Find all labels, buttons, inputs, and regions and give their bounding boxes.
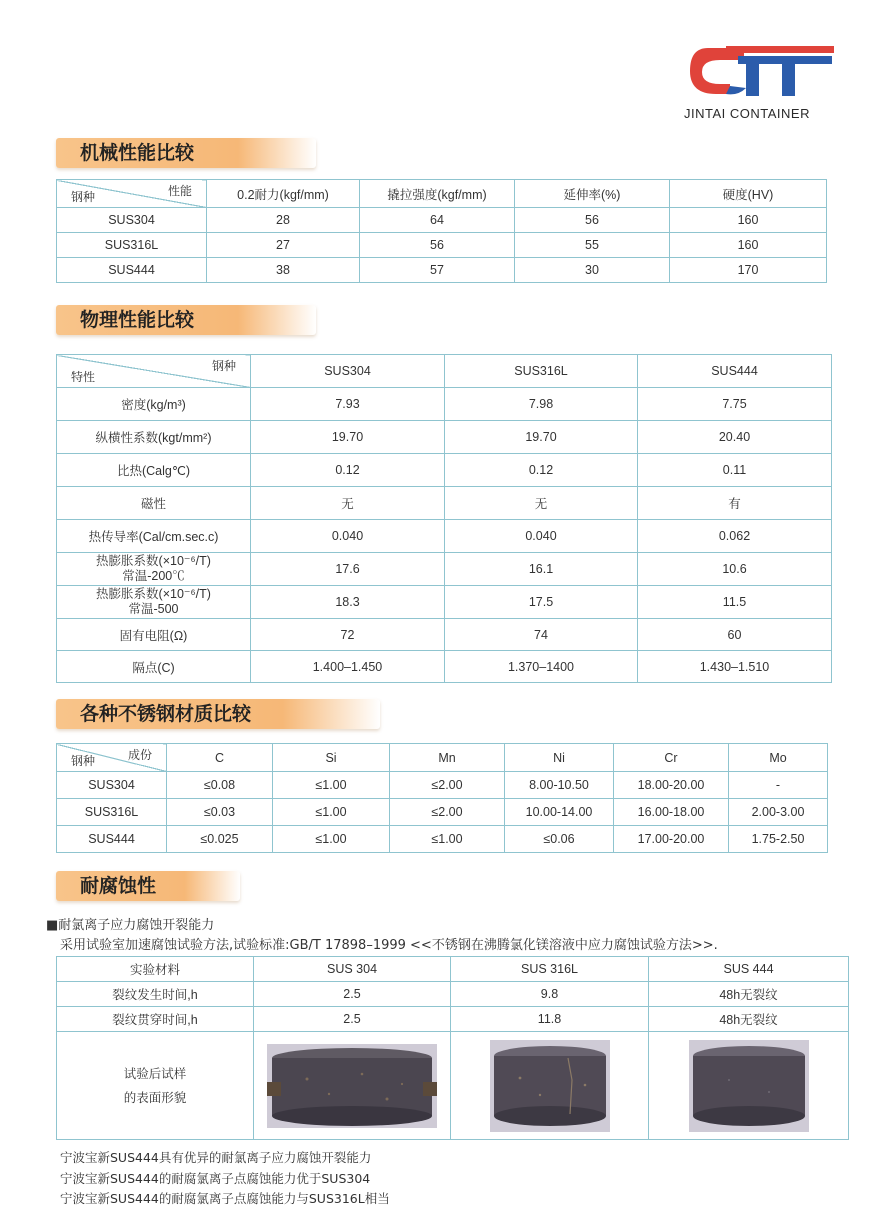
- sample-photo-sus316l: [490, 1040, 610, 1132]
- column-header: Ni: [505, 744, 614, 772]
- column-header: SUS 444: [649, 957, 849, 982]
- table-row: 隔点(C) 1.400–1.450 1.370–1400 1.430–1.510: [57, 651, 832, 683]
- column-header: SUS316L: [445, 355, 638, 388]
- column-header: Mo: [729, 744, 828, 772]
- mechanical-table: [56, 179, 827, 283]
- section-physical-title: 物理性能比较: [56, 305, 316, 335]
- column-header: 0.2耐力(kgf/mm): [207, 180, 360, 208]
- table-row: 热膨胀系数(×10⁻⁶/T) 常温-200℃ 17.6 16.1 10.6: [57, 553, 832, 586]
- column-header: 撬拉强度(kgf/mm): [360, 180, 515, 208]
- jintai-logo: [686, 38, 836, 98]
- table-row: 比热(Calg℃) 0.12 0.12 0.11: [57, 454, 832, 487]
- sample-label: 试验后试样: [123, 1066, 187, 1081]
- brand-name: JINTAI CONTAINER: [684, 106, 810, 121]
- table-row: SUS444 38 57 30 170: [57, 258, 827, 283]
- column-header: Cr: [614, 744, 729, 772]
- corrosion-standard: 采用试验室加速腐蚀试验方法,试验标准:GB/T 17898–1999 <<不锈钢在沸腾氯化镁溶液中应力腐蚀试验方法>>.: [60, 938, 718, 953]
- column-header: SUS444: [638, 355, 832, 388]
- column-header: 延伸率(%): [515, 180, 670, 208]
- section-mechanical-title: 机械性能比较: [56, 138, 316, 168]
- column-header: Mn: [390, 744, 505, 772]
- section-corrosion-title: 耐腐蚀性: [56, 871, 240, 901]
- section-composition-title: 各种不锈钢材质比较: [56, 699, 380, 729]
- physical-table: [56, 354, 832, 683]
- table-row: SUS316L 27 56 55 160: [57, 233, 827, 258]
- table-row: 磁性 无 无 有: [57, 487, 832, 520]
- column-header: SUS304: [251, 355, 445, 388]
- note-line: 宁波宝新SUS444的耐腐氯离子点腐蚀能力优于SUS304: [60, 1171, 371, 1186]
- table-row: 密度(kg/m³) 7.93 7.98 7.75: [57, 388, 832, 421]
- column-header: SUS 304: [254, 957, 451, 982]
- composition-corner: 成份 钢种: [57, 744, 167, 772]
- table-row: SUS304 ≤0.08 ≤1.00 ≤2.00 8.00-10.50 18.00-20.00 -: [57, 772, 828, 799]
- corrosion-subtitle: ■耐氯离子应力腐蚀开裂能力: [46, 918, 215, 933]
- corrosion-table: [56, 956, 849, 1140]
- composition-table: [56, 743, 828, 853]
- table-row: SUS444 ≤0.025 ≤1.00 ≤1.00 ≤0.06 17.00-20.00 1.75-2.50: [57, 826, 828, 853]
- table-row: 裂纹发生时间,h 2.5 9.8 48h无裂纹: [57, 982, 849, 1007]
- mechanical-corner: 性能 钢种: [57, 180, 207, 208]
- table-row: 固有电阻(Ω) 72 74 60: [57, 619, 832, 651]
- sample-photo-sus304: [267, 1044, 437, 1128]
- column-header: C: [167, 744, 273, 772]
- physical-corner: 钢种 特性: [57, 355, 251, 388]
- table-row: 热膨胀系数(×10⁻⁶/T) 常温-500 18.3 17.5 11.5: [57, 586, 832, 619]
- row-header: 实验材料: [57, 957, 254, 982]
- sample-label: 的表面形貌: [123, 1090, 187, 1105]
- note-line: 宁波宝新SUS444的耐腐氯离子点腐蚀能力与SUS316L相当: [60, 1191, 390, 1206]
- table-row: 热传导率(Cal/cm.sec.c) 0.040 0.040 0.062: [57, 520, 832, 553]
- table-row: SUS304 28 64 56 160: [57, 208, 827, 233]
- column-header: 硬度(HV): [670, 180, 827, 208]
- table-row: [57, 1032, 849, 1140]
- sample-photo-sus444: [689, 1040, 809, 1132]
- column-header: SUS 316L: [451, 957, 649, 982]
- column-header: Si: [273, 744, 390, 772]
- table-row: 纵横性系数(kgt/mm²) 19.70 19.70 20.40: [57, 421, 832, 454]
- note-line: 宁波宝新SUS444具有优异的耐氯离子应力腐蚀开裂能力: [60, 1150, 372, 1165]
- table-row: 裂纹贯穿时间,h 2.5 11.8 48h无裂纹: [57, 1007, 849, 1032]
- table-row: SUS316L ≤0.03 ≤1.00 ≤2.00 10.00-14.00 16.00-18.00 2.00-3.00: [57, 799, 828, 826]
